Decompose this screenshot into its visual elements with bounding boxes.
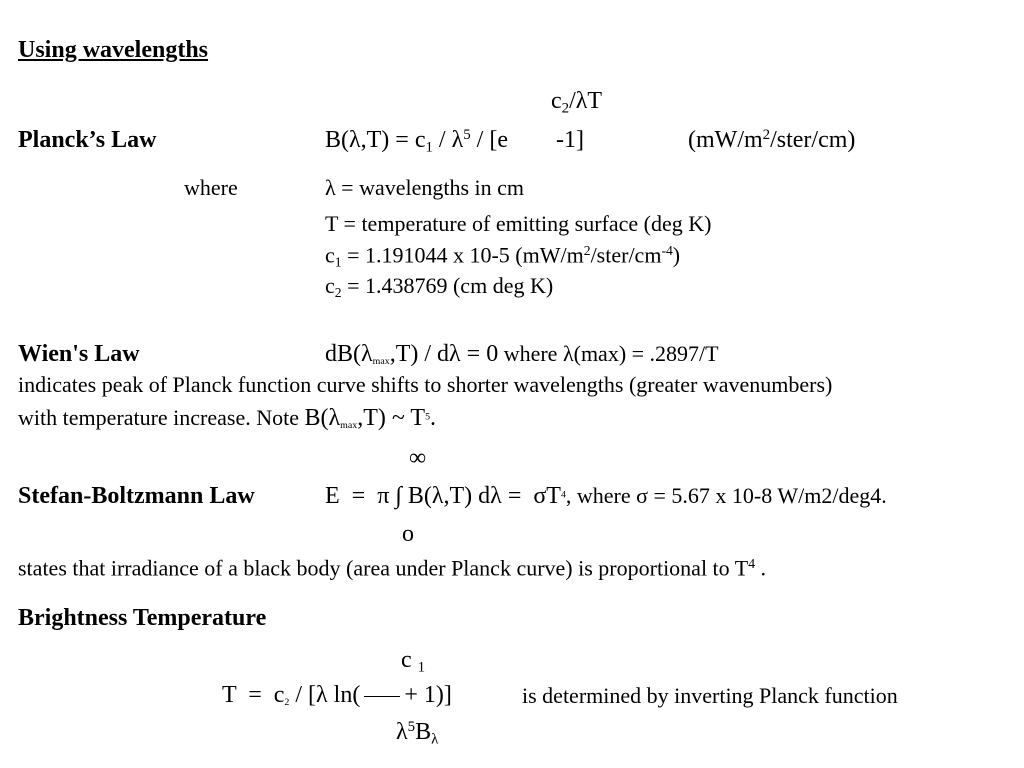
def-temperature: T = temperature of emitting surface (deg K) (325, 211, 712, 236)
def-c1: $c_1 = 1.191044$ x 10-5 $(mW/m^2/ster/cm^{-4})$ (325, 242, 681, 270)
planck-units: $(mW/m^2/ster/cm)$ (688, 127, 856, 154)
brightness-note: is determined by inverting Planck function (522, 683, 898, 708)
wien-label: Wien's Law (18, 341, 140, 367)
planck-formula: $B(\lambda,T) = c_1 / \lambda^5 / [e$ -1] (325, 127, 584, 156)
brightness-denominator: $\lambda^5B_\lambda$ (396, 719, 439, 748)
fraction-bar (364, 696, 400, 697)
integral-upper-limit: ∞ (409, 445, 427, 471)
page-heading: Using wavelengths (18, 37, 209, 63)
wien-description-2: with temperature increase. Note $B(\lambda_{max},T)$ ~ $T^5$. (18, 405, 437, 431)
brightness-label: Brightness Temperature (18, 605, 267, 631)
brightness-numerator: c $_1$ (401, 647, 426, 676)
wien-formula: $dB(\lambda_{max},T) / d\lambda = 0$ where λ(max) = .2897/T (325, 341, 719, 367)
stefan-description: states that irradiance of a black body (area under Planck curve) is proportional to $T^4$ . (18, 555, 767, 581)
where-label: where (184, 175, 238, 200)
def-lambda: λ = wavelengths in cm (325, 175, 525, 200)
stefan-label: Stefan-Boltzmann Law (18, 483, 255, 509)
stefan-formula: E = π ∫ B(λ,T) $d\lambda = \sigma T^4$, where σ = 5.67 x 10-8 W/m2/deg4. (325, 483, 887, 509)
def-c2: $c_2 = 1.438769$ (cm deg K) (325, 273, 554, 301)
planck-label: Planck’s Law (18, 127, 157, 153)
integral-lower-limit: o (402, 521, 414, 547)
wien-description-1: indicates peak of Planck function curve shifts to shorter wavelengths (greater wavenumbers) (18, 372, 833, 397)
brightness-formula: $T = c_2 / [\lambda$ ln( + 1)] (222, 682, 452, 708)
planck-exponent: $c_2/\lambda T$ (551, 88, 603, 117)
